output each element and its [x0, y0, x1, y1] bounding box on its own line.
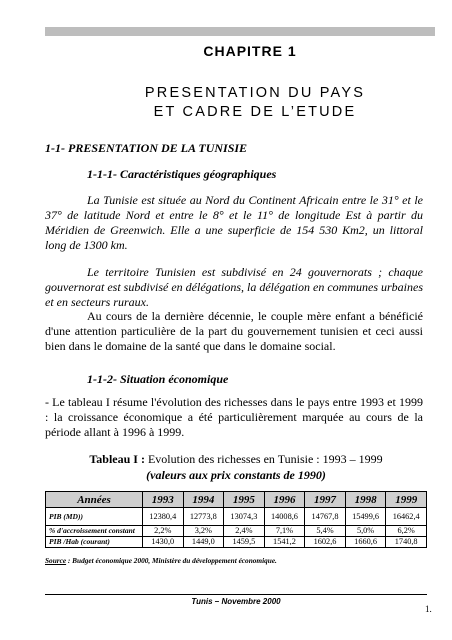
table-cell: 1740,8: [386, 537, 427, 548]
table-row: [46, 537, 427, 548]
table-cell: 1430,0: [143, 537, 184, 548]
table-header-cell: Années: [46, 492, 143, 508]
page-title-line2: ET CADRE DE L’ETUDE: [153, 104, 357, 120]
table-header-cell: 1996: [264, 492, 305, 508]
table-cell: 12773,8: [183, 508, 224, 526]
table-header-row: [46, 492, 427, 508]
table-header-cell: 1993: [143, 492, 184, 508]
table-cell: 12380,4: [143, 508, 184, 526]
table-cell: 13074,3: [224, 508, 265, 526]
paragraph-territory: Le territoire Tunisien est subdivisé en 24 gouvernorats ; chaque gouvernorat est subdivisé en délégations, la délégation en communes urbaines et en secteurs ruraux.: [45, 265, 423, 309]
table-caption: [45, 452, 427, 467]
table-cell: 2,2%: [143, 526, 184, 537]
table-row-label: PIB /Hab (courant): [46, 537, 143, 548]
table-row: [46, 526, 427, 537]
table-row: [46, 508, 427, 526]
table-cell: 2,4%: [224, 526, 265, 537]
table-header-cell: 1994: [183, 492, 224, 508]
table-header-cell: 1997: [305, 492, 346, 508]
paragraph-economy: - Le tableau I résume l'évolution des richesses dans le pays entre 1993 et 1999 : la croissance économique a été particulièrement marquée au cours de la période allant à 1996 à 1999.: [45, 395, 423, 439]
table-row-label: PIB (MD)): [46, 508, 143, 526]
table-cell: 14767,8: [305, 508, 346, 526]
table-cell: 1541,2: [264, 537, 305, 548]
table-cell: 16462,4: [386, 508, 427, 526]
section-heading: 1-1- PRESENTATION DE LA TUNISIE: [45, 141, 248, 155]
table-caption-text: Evolution des richesses en Tunisie : 1993 – 1999: [147, 452, 383, 466]
table-cell: 5,0%: [345, 526, 386, 537]
table-header-cell: 1998: [345, 492, 386, 508]
table-cell: 3,2%: [183, 526, 224, 537]
page-footer: Tunis – Novembre 2000: [45, 594, 427, 606]
subsection-heading-2: 1-1-2- Situation économique: [87, 372, 229, 386]
economy-table: [45, 491, 427, 548]
table-row-label: % d'accroissement constant: [46, 526, 143, 537]
chapter-heading: CHAPITRE 1: [203, 43, 297, 59]
table-header-cell: 1995: [224, 492, 265, 508]
source-text: : Budget économique 2000, Ministère du développement économique.: [66, 556, 277, 565]
source-label: Source: [45, 556, 67, 565]
table-cell: 1660,6: [345, 537, 386, 548]
table-cell: 14008,6: [264, 508, 305, 526]
paragraph-mother-child: Au cours de la dernière décennie, le couple mère enfant a bénéficié d'une attention particulière de la part du gouvernement tunisien et ceci aussi bien dans le domaine de la santé que dans le domaine social.: [45, 309, 423, 353]
table-caption-line2: (valeurs aux prix constants de 1990): [146, 468, 326, 482]
table-cell: 6,2%: [386, 526, 427, 537]
paragraph-geography: La Tunisie est située au Nord du Continent Africain entre le 31° et le 37° de latitude Nord et entre le 8° et le 11° de longitude Est à partir du Méridien de Greenwich. Elle a une superficie de 154 530 Km2, un littoral long de 1300 km.: [45, 193, 423, 252]
table-source-note: [45, 556, 277, 565]
page-title-line1: PRESENTATION DU PAYS: [144, 85, 366, 101]
header-bar: [45, 27, 435, 36]
table-cell: 1449,0: [183, 537, 224, 548]
table-caption-label: Tableau I :: [89, 452, 145, 466]
table-cell: 1459,5: [224, 537, 265, 548]
table-cell: 7,1%: [264, 526, 305, 537]
table-cell: 15499,6: [345, 508, 386, 526]
table-cell: 5,4%: [305, 526, 346, 537]
table-cell: 1602,6: [305, 537, 346, 548]
page-number: 1.: [425, 604, 432, 614]
table-header-cell: 1999: [386, 492, 427, 508]
subsection-heading-1: 1-1-1- Caractéristiques géographiques: [87, 167, 277, 181]
